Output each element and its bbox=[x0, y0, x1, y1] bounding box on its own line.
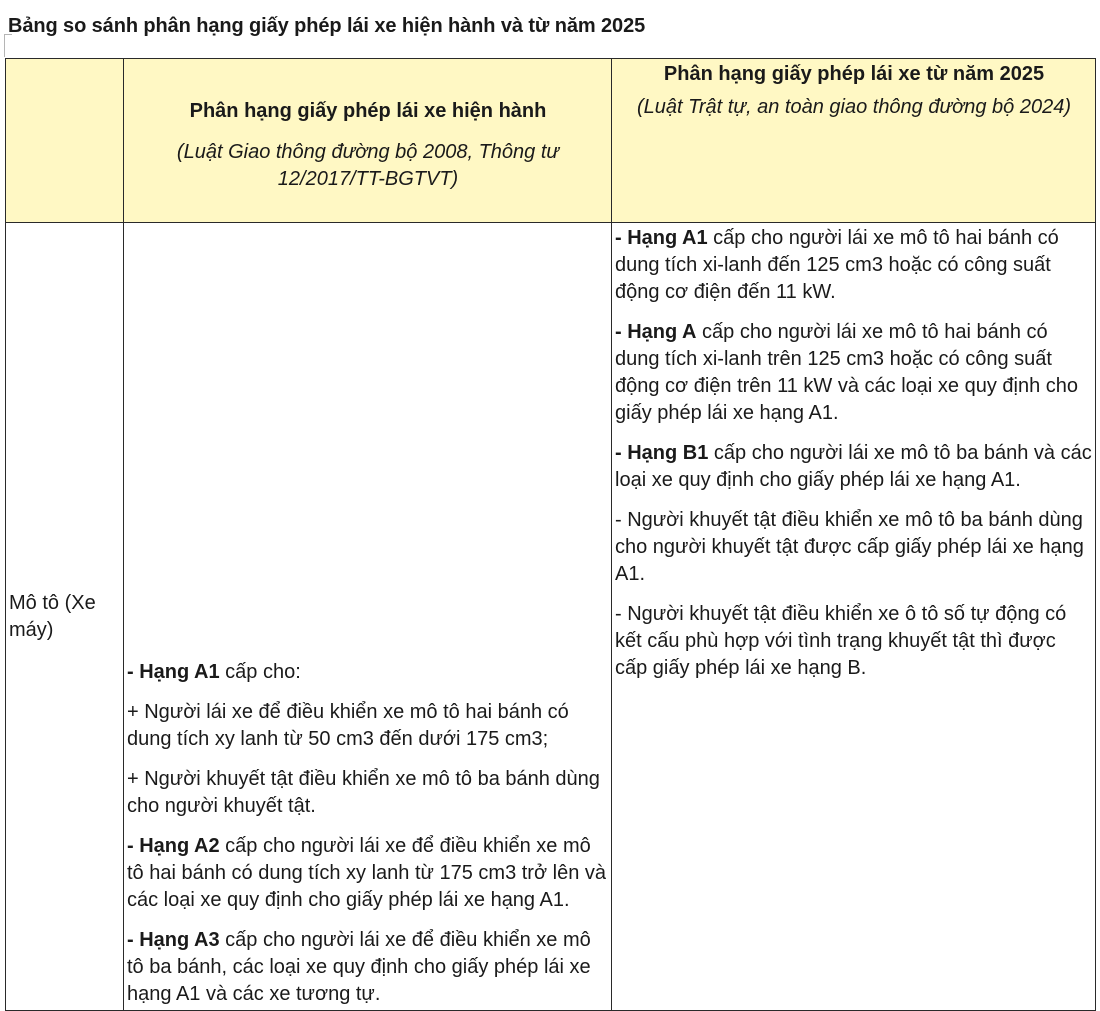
current-a3-text: cấp cho người lái xe để điều khiển xe mô tô ba bánh, các loại xe quy định cho giấy phép lái xe hạng A1 và các xe tương tự. bbox=[127, 929, 591, 1005]
header-new-subtitle: (Luật Trật tự, an toàn giao thông đường bộ 2024) bbox=[636, 96, 1072, 118]
new-a1-paragraph bbox=[615, 225, 1093, 306]
category-cell bbox=[6, 223, 124, 1011]
category-label: Mô tô (Xe máy) bbox=[9, 591, 96, 641]
header-new-cell bbox=[612, 59, 1096, 223]
new-disabled-car-paragraph: - Người khuyết tật điều khiển xe ô tô số tự động có kết cấu phù hợp với tình trạng khuyết tật thì được cấp giấy phép lái xe hạng B. bbox=[615, 603, 1067, 679]
current-a2-paragraph bbox=[127, 833, 609, 914]
table-corner-marker bbox=[4, 34, 12, 57]
new-a-text: cấp cho người lái xe mô tô hai bánh có dung tích xi-lanh trên 125 cm3 hoặc có công suất động cơ điện trên 11 kW và các loại xe quy định cho giấy phép lái xe hạng A1. bbox=[615, 321, 1079, 424]
new-a-label: - Hạng A bbox=[615, 321, 697, 343]
current-a1-text: cấp cho: bbox=[219, 661, 301, 683]
license-comparison-table bbox=[5, 58, 1096, 1011]
current-a1-item-2: + Người khuyết tật điều khiển xe mô tô ba bánh dùng cho người khuyết tật. bbox=[127, 768, 600, 817]
header-current-title: Phân hạng giấy phép lái xe hiện hành bbox=[189, 100, 547, 122]
header-current-subtitle: (Luật Giao thông đường bộ 2008, Thông tư 12/2017/TT-BGTVT) bbox=[176, 141, 560, 190]
header-new-title: Phân hạng giấy phép lái xe từ năm 2025 bbox=[663, 63, 1045, 85]
new-b1-label: - Hạng B1 bbox=[615, 442, 709, 464]
current-a2-label: - Hạng A2 bbox=[127, 835, 220, 857]
table-row bbox=[6, 223, 1096, 1011]
header-current-cell bbox=[124, 59, 612, 223]
new-b1-text: cấp cho người lái xe mô tô ba bánh và các loại xe quy định cho giấy phép lái xe hạng A1. bbox=[615, 442, 1092, 491]
header-empty-cell bbox=[6, 59, 124, 223]
current-a1-item-1: + Người lái xe để điều khiển xe mô tô hai bánh có dung tích xy lanh từ 50 cm3 đến dưới 175 cm3; bbox=[127, 701, 569, 750]
new-rules-cell bbox=[612, 223, 1096, 1011]
new-a1-text: cấp cho người lái xe mô tô hai bánh có dung tích xi-lanh đến 125 cm3 hoặc có công suất động cơ điện đến 11 kW. bbox=[615, 227, 1059, 303]
current-rules-cell bbox=[124, 223, 612, 1011]
current-a2-text: cấp cho người lái xe để điều khiển xe mô tô hai bánh có dung tích xy lanh từ 175 cm3 trở lên và các loại xe quy định cho giấy phép lái xe hạng A1. bbox=[127, 835, 607, 911]
current-a3-paragraph bbox=[127, 927, 609, 1008]
current-a3-label: - Hạng A3 bbox=[127, 929, 220, 951]
new-disabled-moto-paragraph: - Người khuyết tật điều khiển xe mô tô ba bánh dùng cho người khuyết tật được cấp giấy phép lái xe hạng A1. bbox=[615, 509, 1084, 585]
new-a-paragraph bbox=[615, 319, 1093, 427]
new-a1-label: - Hạng A1 bbox=[615, 227, 708, 249]
page-title: Bảng so sánh phân hạng giấy phép lái xe hiện hành và từ năm 2025 bbox=[8, 15, 646, 37]
new-b1-paragraph bbox=[615, 440, 1093, 494]
table-header-row bbox=[6, 59, 1096, 223]
current-a1-paragraph bbox=[127, 659, 609, 686]
current-a1-label: - Hạng A1 bbox=[127, 661, 220, 683]
